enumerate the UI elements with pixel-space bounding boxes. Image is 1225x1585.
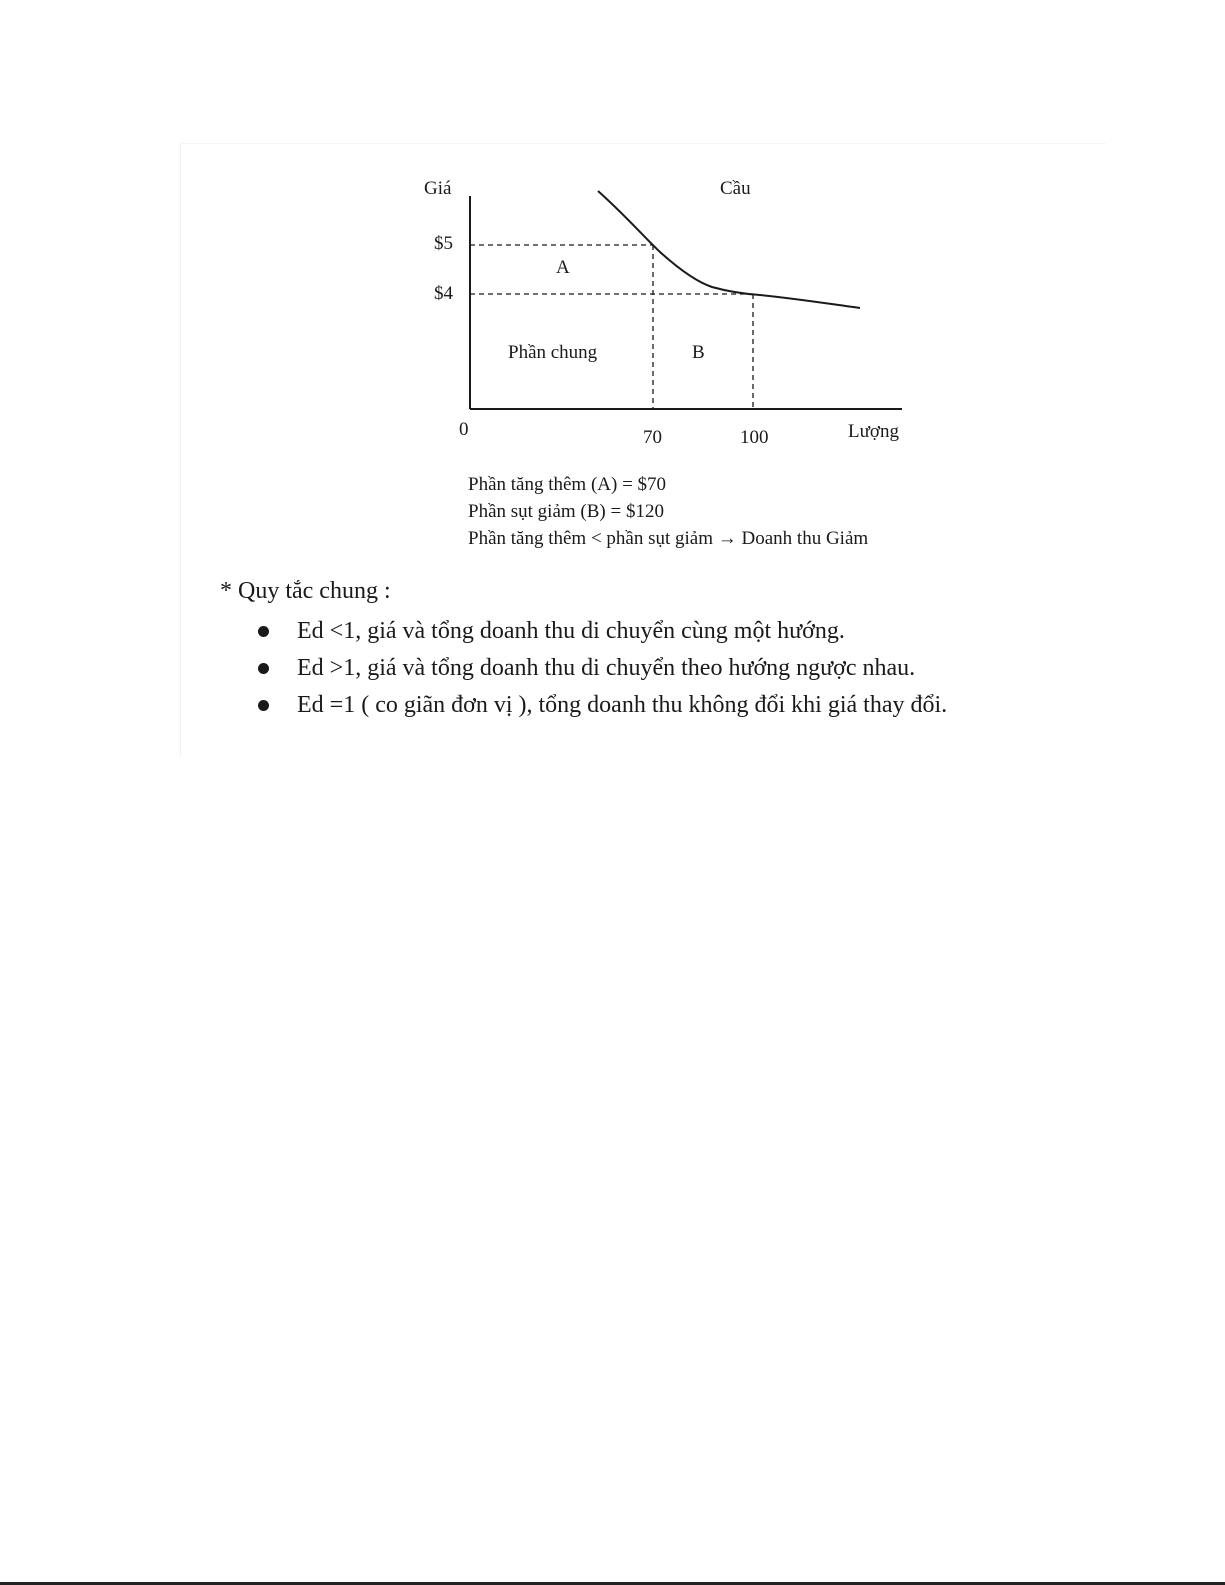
rule-text: Ed =1 ( co giãn đơn vị ), tổng doanh thu không đổi khi giá thay đổi. [297, 692, 948, 718]
rules-title: * Quy tắc chung : [220, 578, 391, 604]
note-loss: Phần sụt giảm (B) = $120 [468, 501, 664, 522]
region-a-label: A [556, 257, 570, 278]
revenue-notes [468, 471, 868, 552]
price-tick-5: $5 [434, 233, 453, 254]
price-axis-label: Giá [424, 178, 452, 199]
rule-text: Ed >1, giá và tổng doanh thu di chuyển theo hướng ngược nhau. [297, 655, 916, 681]
bullet-icon [258, 700, 269, 711]
rule-text: Ed <1, giá và tổng doanh thu di chuyển cùng một hướng. [297, 618, 845, 644]
list-item [255, 650, 947, 687]
origin-label: 0 [459, 419, 469, 440]
list-item [255, 687, 947, 724]
bullet-icon [258, 626, 269, 637]
rules-list [255, 613, 947, 724]
demand-revenue-diagram [0, 0, 1225, 470]
demand-curve [598, 191, 860, 308]
note-conclusion: Phần tăng thêm < phần sụt giảm → Doanh thu Giảm [468, 528, 869, 549]
common-region-label: Phần chung [508, 342, 598, 363]
bullet-icon [258, 663, 269, 674]
note-gain: Phần tăng thêm (A) = $70 [468, 474, 667, 495]
quantity-tick-70: 70 [643, 427, 662, 448]
quantity-axis-label: Lượng [848, 421, 899, 442]
region-b-label: B [692, 342, 705, 363]
price-tick-4: $4 [434, 283, 453, 304]
demand-curve-label: Cầu [720, 178, 751, 199]
quantity-tick-100: 100 [740, 427, 769, 448]
list-item [255, 613, 947, 650]
